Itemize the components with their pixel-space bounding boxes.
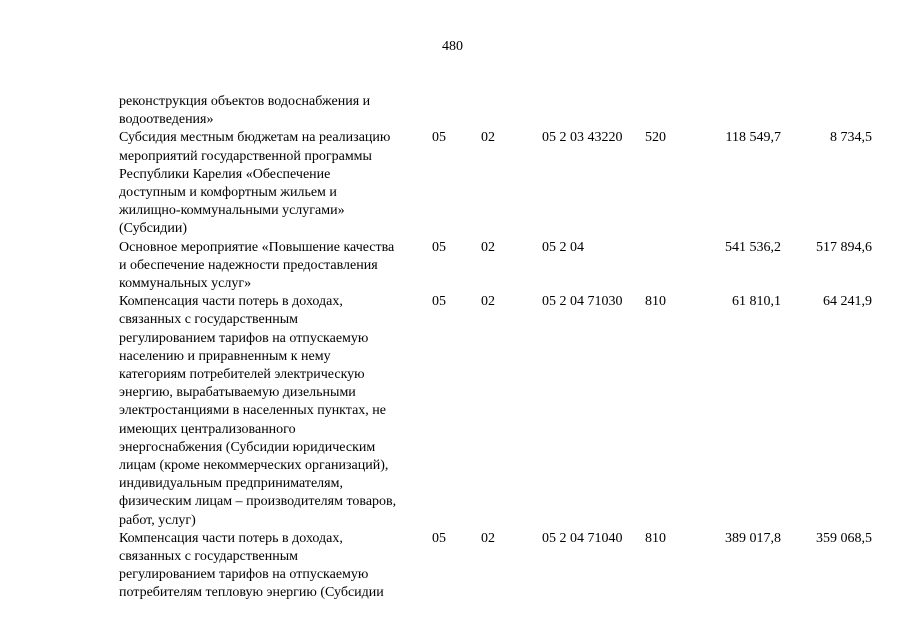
expense-type-cell: [645, 239, 690, 294]
budget-table: [119, 93, 872, 603]
expense-name-line: населению и приравненным к нему: [119, 348, 331, 364]
expense-name-line: имеющих централизованного: [119, 421, 296, 437]
expense-name-line: энергию, вырабатываемую дизельными: [119, 385, 356, 401]
expense-name-line: Республики Карелия «Обеспечение: [119, 166, 331, 182]
table-row: [119, 129, 872, 238]
expense-name-line: физическим лицам – производителям товаров,: [119, 494, 397, 510]
target-article-cell: [542, 93, 645, 129]
expense-name-line: индивидуальным предпринимателям,: [119, 476, 343, 492]
expense-name-line: связанных с государственным: [119, 312, 298, 328]
amount-year2-cell: [781, 93, 872, 129]
expense-name-cell: [119, 93, 432, 129]
target-article-cell: 05 2 04 71040: [542, 530, 623, 546]
subsection-code-cell: 02: [481, 294, 495, 310]
subsection-code-cell: [481, 93, 542, 129]
expense-name-line: электростанциями в населенных пунктах, не: [119, 403, 387, 419]
expense-name-line: потребителям тепловую энергию (Субсидии: [119, 585, 384, 601]
table-body: [119, 93, 872, 603]
table-row: [119, 93, 872, 129]
expense-name-line: и обеспечение надежности предоставления: [119, 257, 378, 273]
amount-year2-cell: 8 734,5: [830, 130, 872, 146]
expense-name-line: связанных с государственным: [119, 549, 298, 565]
target-article-cell: 05 2 03 43220: [542, 130, 623, 146]
expense-name-cell: [119, 129, 432, 238]
section-code-cell: 05: [432, 130, 446, 146]
amount-year2-cell: 517 894,6: [816, 239, 872, 255]
target-article-cell: 05 2 04: [542, 239, 584, 255]
subsection-code-cell: 02: [481, 130, 495, 146]
amount-year1-cell: 389 017,8: [725, 530, 781, 546]
section-code-cell: 05: [432, 294, 446, 310]
expense-name-line: энергоснабжения (Субсидии юридическим: [119, 439, 376, 455]
expense-name-line: работ, услуг): [119, 512, 196, 528]
subsection-code-cell: 02: [481, 239, 495, 255]
amount-year1-cell: 61 810,1: [732, 294, 781, 310]
expense-name-line: Компенсация части потерь в доходах,: [119, 294, 343, 310]
target-article-cell: 05 2 04 71030: [542, 294, 623, 310]
expense-name-line: водоотведения»: [119, 112, 214, 128]
expense-name-line: Основное мероприятие «Повышение качества: [119, 239, 395, 255]
amount-year1-cell: 118 549,7: [725, 130, 781, 146]
subsection-code-cell: 02: [481, 530, 495, 546]
expense-name-line: доступным и комфортным жильем и: [119, 185, 337, 201]
expense-name-line: регулированием тарифов на отпускаемую: [119, 330, 369, 346]
expense-name-cell: [119, 530, 432, 603]
expense-name-cell: [119, 293, 432, 530]
expense-name-line: (Субсидии): [119, 221, 188, 237]
page-number: 480: [442, 39, 463, 54]
expense-name-cell: [119, 239, 432, 294]
expense-name-line: лицам (кроме некоммерческих организаций),: [119, 458, 389, 474]
expense-type-cell: 810: [645, 530, 666, 546]
expense-name-line: реконструкция объектов водоснабжения и: [119, 94, 371, 109]
expense-type-cell: 810: [645, 294, 666, 310]
expense-type-cell: [645, 93, 690, 129]
amount-year2-cell: 359 068,5: [816, 530, 872, 546]
amount-year1-cell: [690, 93, 781, 129]
section-code-cell: 05: [432, 530, 446, 546]
expense-name-line: коммунальных услуг»: [119, 276, 252, 292]
table-row: [119, 293, 872, 530]
expense-name-line: Компенсация части потерь в доходах,: [119, 530, 343, 546]
expense-name-line: Субсидия местным бюджетам на реализацию: [119, 130, 391, 146]
section-code-cell: [432, 93, 481, 129]
expense-type-cell: 520: [645, 130, 666, 146]
expense-name-line: мероприятий государственной программы: [119, 148, 372, 164]
expense-name-line: регулированием тарифов на отпускаемую: [119, 567, 369, 583]
expense-name-line: категориям потребителей электрическую: [119, 367, 365, 383]
table-row: [119, 530, 872, 603]
amount-year1-cell: 541 536,2: [725, 239, 781, 255]
table-row: [119, 239, 872, 294]
expense-name-line: жилищно-коммунальными услугами»: [119, 203, 345, 219]
amount-year2-cell: 64 241,9: [823, 294, 872, 310]
section-code-cell: 05: [432, 239, 446, 255]
